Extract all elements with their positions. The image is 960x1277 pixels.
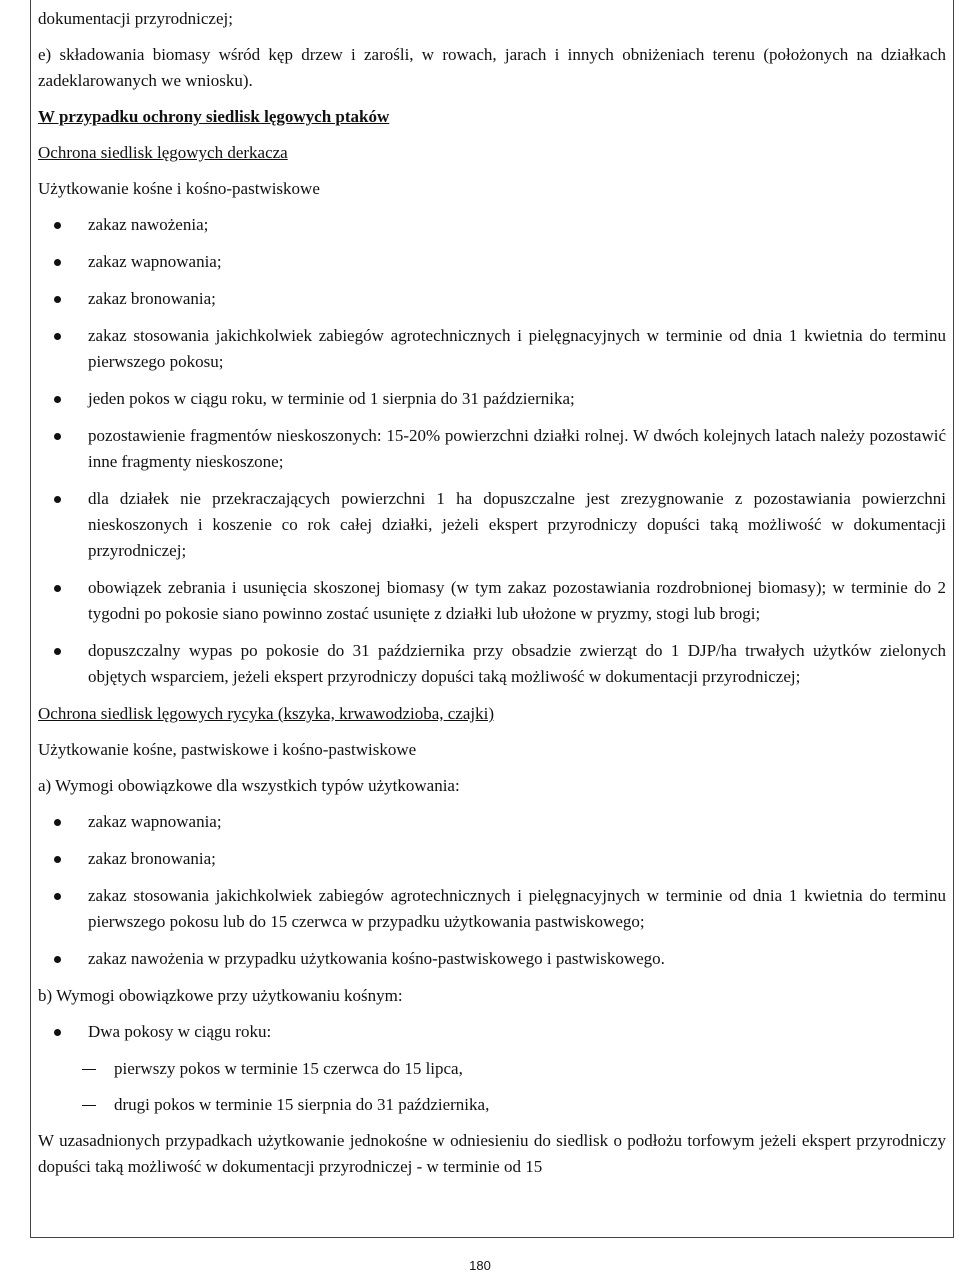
rycyk-section-a-heading: a) Wymogi obowiązkowe dla wszystkich typów użytkowania: <box>38 776 460 795</box>
rycyk-section-b-heading: b) Wymogi obowiązkowe przy użytkowaniu kośnym: <box>38 986 403 1005</box>
document-body <box>38 6 946 1190</box>
bullet-icon <box>54 585 61 592</box>
bullet-icon <box>54 259 61 266</box>
list-item: zakaz nawożenia; <box>38 212 946 238</box>
rycyk-subheading: Użytkowanie kośne, pastwiskowe i kośno-pastwiskowe <box>38 740 417 759</box>
list-item: zakaz wapnowania; <box>38 809 946 835</box>
list-item: jeden pokos w ciągu roku, w terminie od 1 sierpnia do 31 października; <box>38 386 946 412</box>
list-item: dopuszczalny wypas po pokosie do 31 października przy obsadzie zwierząt do 1 DJP/ha trwałych użytków zielonych objętych wsparciem, jeżeli ekspert przyrodniczy dopuści taką możliwość w dokumentacji przyrodniczej; <box>38 638 946 690</box>
dash-icon <box>82 1069 96 1070</box>
list-item: obowiązek zebrania i usunięcia skoszonej biomasy (w tym zakaz pozostawiania rozdrobnionej biomasy); w terminie do 2 tygodni po pokosie siano powinno zostać usunięte z działki lub ułożone w pryzmy, stogi lub brogi; <box>38 575 946 627</box>
bullet-icon <box>54 956 61 963</box>
list-item: zakaz bronowania; <box>38 846 946 872</box>
bullet-icon <box>54 296 61 303</box>
list-item: zakaz wapnowania; <box>38 249 946 275</box>
section-heading: W przypadku ochrony siedlisk lęgowych ptaków <box>38 107 390 126</box>
rycyk-b-requirements-list <box>38 1019 946 1045</box>
closing-paragraph: W uzasadnionych przypadkach użytkowanie jednokośne w odniesieniu do siedlisk o podłożu torfowym jeżeli ekspert przyrodniczy dopuści taką możliwość w dokumentacji przyrodniczej - w terminie od 15 <box>38 1131 946 1176</box>
bullet-icon <box>54 496 61 503</box>
list-item: dla działek nie przekraczających powierzchni 1 ha dopuszczalne jest zrezygnowanie z pozostawiania powierzchni nieskoszonych i koszenie co rok całej działki, jeżeli ekspert przyrodniczy dopuści taką możliwość w dokumentacji przyrodniczej; <box>38 486 946 564</box>
derkacz-heading: Ochrona siedlisk lęgowych derkacza <box>38 143 288 162</box>
paragraph-item-e: e) składowania biomasy wśród kęp drzew i zarośli, w rowach, jarach i innych obniżeniach terenu (położonych na działkach zadeklarowanych we wniosku). <box>38 45 946 90</box>
bullet-icon <box>54 856 61 863</box>
paragraph-continuation: dokumentacji przyrodniczej; <box>38 9 233 28</box>
rycyk-b-dash-list <box>38 1056 946 1118</box>
rycyk-heading: Ochrona siedlisk lęgowych rycyka (kszyka, krwawodzioba, czajki) <box>38 704 495 723</box>
bullet-icon <box>54 396 61 403</box>
list-item: zakaz stosowania jakichkolwiek zabiegów agrotechnicznych i pielęgnacyjnych w terminie od dnia 1 kwietnia do terminu pierwszego pokosu lub do 15 czerwca w przypadku użytkowania pastwiskowego; <box>38 883 946 935</box>
derkacz-requirements-list <box>38 212 946 690</box>
page-number: 180 <box>469 1258 491 1273</box>
rycyk-a-requirements-list <box>38 809 946 972</box>
list-item: zakaz stosowania jakichkolwiek zabiegów agrotechnicznych i pielęgnacyjnych w terminie od dnia 1 kwietnia do terminu pierwszego pokosu; <box>38 323 946 375</box>
list-item: drugi pokos w terminie 15 sierpnia do 31 października, <box>38 1092 946 1118</box>
bullet-icon <box>54 819 61 826</box>
derkacz-subheading: Użytkowanie kośne i kośno-pastwiskowe <box>38 179 320 198</box>
bullet-icon <box>54 333 61 340</box>
bullet-icon <box>54 1029 61 1036</box>
bullet-icon <box>54 648 61 655</box>
list-item: pierwszy pokos w terminie 15 czerwca do 15 lipca, <box>38 1056 946 1082</box>
list-item: Dwa pokosy w ciągu roku: <box>38 1019 946 1045</box>
dash-icon <box>82 1105 96 1106</box>
list-item: zakaz nawożenia w przypadku użytkowania kośno-pastwiskowego i pastwiskowego. <box>38 946 946 972</box>
list-item: pozostawienie fragmentów nieskoszonych: 15-20% powierzchni działki rolnej. W dwóch kolejnych latach należy pozostawić inne fragmenty nieskoszone; <box>38 423 946 475</box>
bullet-icon <box>54 222 61 229</box>
bullet-icon <box>54 433 61 440</box>
list-item: zakaz bronowania; <box>38 286 946 312</box>
bullet-icon <box>54 893 61 900</box>
